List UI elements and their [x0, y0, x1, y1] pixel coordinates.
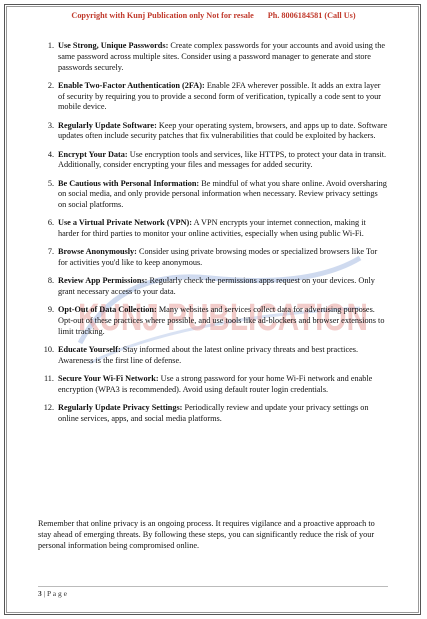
list-item-text: A VPN encrypts your internet connection, making it harder for third parties to monitor your online activities, especially when using public Wi-Fi. [58, 218, 366, 239]
list-item-number: 2. [47, 80, 54, 90]
list-item [38, 247, 388, 269]
list-item [38, 41, 388, 73]
list-item-number: 3. [47, 120, 54, 130]
list-item-title: Use Strong, Unique Passwords: [58, 41, 169, 50]
list-item-number: 12. [43, 403, 54, 413]
list-item-text: Consider using private browsing modes or specialized browsers like Tor for activities you'd like to keep anonymous. [58, 247, 378, 268]
list-item-title: Educate Yourself: [58, 345, 121, 355]
header-copyright: Copyright with Kunj Publication only Not for resale [71, 11, 254, 20]
watermark-text: KUNJ PUBLICATION [78, 297, 368, 339]
list-item [38, 179, 388, 211]
list-item [38, 345, 388, 367]
list-item-number: 7. [47, 247, 54, 257]
list-item-number: 5. [47, 178, 54, 188]
list-item-number: 11. [43, 374, 54, 384]
document-body [38, 41, 388, 432]
list-item [38, 121, 388, 143]
page-number: 3 [38, 589, 42, 598]
list-item-title: Regularly Update Software: [58, 120, 157, 130]
list-item-number: 8. [47, 276, 54, 286]
list-item-title: Be Cautious with Personal Information: [58, 178, 200, 188]
list-item-title: Regularly Update Privacy Settings: [58, 403, 183, 413]
footer-divider [38, 586, 388, 587]
privacy-steps-list [38, 41, 388, 425]
list-item-text: Use a strong password for your home Wi-Fi network and enable encryption (WPA3 is recommended). Avoid using default router login credentials. [58, 374, 373, 394]
list-item-number: 10. [43, 345, 54, 355]
list-item-text: Enable 2FA wherever possible. It adds an extra layer of security by requiring you to provide a second form of verification, typically a code sent to your mobile device. [58, 80, 382, 112]
list-item-title: Opt-Out of Data Collection: [58, 305, 157, 315]
closing-paragraph: Remember that online privacy is an ongoing process. It requires vigilance and a proactive approach to stay ahead of emerging threats. By following these steps, you can significantly reduce the risk of your personal information being compromised online. [38, 519, 375, 550]
list-item-text: Be mindful of what you share online. Avoid oversharing on social media, and only provide personal information when necessary. Review privacy settings on social platforms. [58, 178, 387, 210]
list-item-title: Encrypt Your Data: [58, 149, 128, 159]
list-item [38, 374, 388, 396]
list-item-number: 6. [47, 218, 54, 228]
list-item-title: Review App Permissions: [58, 276, 148, 286]
list-item-text: Periodically review and update your privacy settings on online services, apps, and social media platforms. [58, 403, 369, 423]
list-item-title: Use a Virtual Private Network (VPN): [58, 218, 193, 228]
list-item-title: Enable Two-Factor Authentication (2FA): [58, 80, 205, 90]
list-item-text: Create complex passwords for your accounts and avoid using the same password across multiple sites. Consider using a password manager to generate and store passwords securely. [58, 41, 386, 72]
list-item [38, 81, 388, 113]
list-item [38, 276, 388, 298]
list-item-number: 9. [47, 305, 54, 315]
list-item-number: 4. [47, 149, 54, 159]
list-item-number: 1. [47, 41, 54, 50]
list-item-text: Keep your operating system, browsers, and apps up to date. Software updates often include security patches that fix vulnerabilities that could be exploited by hackers. [58, 120, 388, 141]
page-header [0, 11, 427, 20]
list-item [38, 403, 388, 425]
list-item-text: Many websites and services collect data for advertising purposes. Opt-out of these practices where possible, and use tools like ad-blockers and browser extensions to limit tracking. [58, 305, 385, 336]
list-item-text: Stay informed about the latest online privacy threats and best practices. Awareness is the first line of defense. [58, 345, 359, 365]
list-item [38, 150, 388, 172]
list-item [38, 218, 388, 240]
list-item-text: Use encryption tools and services, like HTTPS, to protect your data in transit. Additionally, consider encrypting your files and messages for added security. [58, 149, 387, 170]
header-phone: Ph. 8006184581 (Call Us) [267, 11, 356, 20]
page-separator: | [41, 589, 48, 598]
page-label: P a g e [47, 589, 67, 598]
page-footer [38, 589, 67, 598]
list-item-text: Regularly check the permissions apps request on your devices. Only grant necessary access to your data. [58, 276, 375, 297]
list-item-title: Secure Your Wi-Fi Network: [58, 374, 159, 384]
list-item [38, 305, 388, 337]
list-item-title: Browse Anonymously: [58, 247, 137, 257]
